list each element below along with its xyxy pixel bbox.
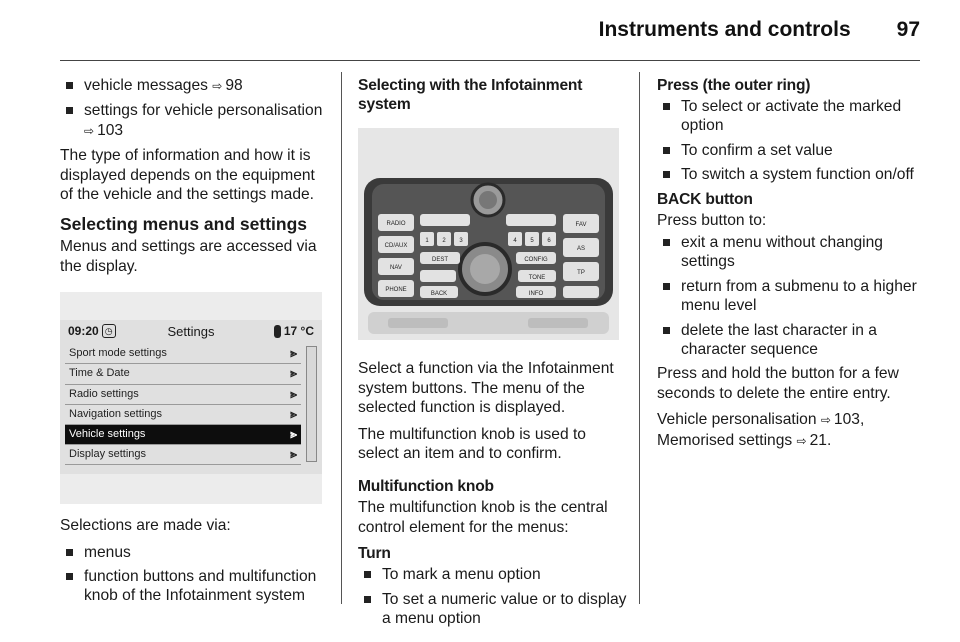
button-label: NAV — [390, 265, 402, 271]
column-divider-2 — [639, 72, 640, 604]
button-label: AS — [576, 246, 586, 252]
list-item: settings for vehicle personalisation ⇨ 103 — [66, 101, 330, 141]
settings-menu-list — [65, 344, 301, 465]
button-label: CONFIG — [524, 257, 548, 263]
paragraph: Press button to: — [657, 211, 767, 229]
number-key-label: 6 — [547, 238, 551, 244]
page-ref: ⇨ 21. — [797, 432, 832, 449]
paragraph: Selections are made via: — [60, 517, 231, 535]
chevron-right-icon: ⪢ — [290, 386, 297, 401]
column-3 — [657, 76, 922, 458]
vent — [528, 318, 588, 328]
button-label: RADIO — [386, 221, 406, 227]
chevron-right-icon: ⪢ — [290, 366, 297, 381]
settings-screen — [60, 320, 322, 474]
number-key-label: 1 — [425, 238, 429, 244]
section-heading: Selecting menus and settings — [60, 214, 307, 235]
paragraph: The multifunction knob is the central control element for the menus: — [358, 499, 608, 536]
list-item: return from a submenu to a higher menu level — [663, 277, 922, 316]
seek-forward-button — [506, 214, 556, 226]
clock-icon: ◷ — [102, 324, 116, 338]
menu-item[interactable]: Sport mode settings ⪢ — [65, 344, 301, 364]
header-title: Instruments and controls — [598, 18, 851, 41]
menu-item[interactable]: Radio settings ⪢ — [65, 385, 301, 405]
menu-item-selected[interactable]: Vehicle settings ⪢ — [65, 425, 301, 445]
paragraph: Select a function via the Infotainment system buttons. The menu of the selected function is displayed. — [358, 360, 614, 417]
chevron-right-icon: ⪢ — [290, 427, 297, 441]
button-label: FAV — [575, 222, 587, 228]
column-2 — [358, 76, 628, 633]
menu-scrollbar[interactable] — [306, 346, 317, 462]
list-item: delete the last character in a character sequence — [663, 321, 922, 360]
number-key-label: 2 — [442, 238, 446, 244]
list-item: To switch a system function on/off — [663, 165, 922, 184]
header-rule — [60, 60, 920, 61]
sub-heading: Multifunction knob — [358, 478, 494, 496]
infotainment-panel-image — [358, 128, 619, 340]
chevron-right-icon: ⪢ — [290, 447, 297, 462]
list-item: function buttons and multifunction knob of the Infotainment system — [66, 567, 330, 606]
panel-button — [420, 270, 456, 282]
chevron-right-icon: ⪢ — [290, 406, 297, 421]
paragraph: Press and hold the button for a few seconds to delete the entire entry. — [657, 365, 899, 402]
screen-title: Settings — [167, 323, 215, 339]
paragraph: The type of information and how it is displayed depends on the equipment of the vehicle and the settings made. — [60, 147, 315, 204]
menu-item[interactable]: Navigation settings ⪢ — [65, 405, 301, 425]
list-item: To mark a menu option — [364, 565, 628, 584]
vent — [388, 318, 448, 328]
panel-button — [563, 286, 599, 298]
column-divider-1 — [341, 72, 342, 604]
button-label: CD/AUX — [384, 243, 408, 249]
display-screenshot — [60, 292, 322, 504]
list-item: To set a numeric value or to display a menu option — [364, 590, 628, 629]
paragraph: The multifunction knob is used to select an item and to confirm. — [358, 425, 586, 463]
button-label: PHONE — [385, 287, 407, 293]
list-item: exit a menu without changing settings — [663, 233, 922, 272]
page-header — [0, 18, 920, 42]
menu-item[interactable]: Time & Date ⪢ — [65, 364, 301, 384]
sub-heading: Turn — [358, 545, 391, 563]
button-label: BACK — [430, 291, 448, 297]
page-ref: ⇨ 103 — [84, 122, 123, 139]
sub-heading: Press (the outer ring) — [657, 77, 811, 94]
power-knob-center — [479, 191, 497, 209]
button-label: DEST — [431, 257, 449, 263]
button-label: TP — [577, 270, 585, 276]
list-item: To select or activate the marked option — [663, 97, 922, 136]
list-item: menus — [66, 543, 330, 562]
seek-back-button — [420, 214, 470, 226]
number-key-label: 3 — [459, 238, 463, 244]
button-label: INFO — [528, 291, 544, 297]
list-item: To confirm a set value — [663, 141, 922, 160]
page-number: 97 — [896, 18, 920, 41]
screen-time: 09:20 — [68, 323, 99, 338]
multifunction-knob-center — [470, 254, 500, 284]
column-1 — [60, 76, 330, 611]
section-heading: Selecting with the Infotainment system — [358, 77, 583, 113]
list-item: vehicle messages ⇨ 98 — [66, 76, 330, 96]
screen-status-bar — [60, 320, 322, 342]
button-label: TONE — [528, 275, 546, 281]
sub-heading: BACK button — [657, 190, 753, 208]
screen-temperature: 17 °C — [274, 322, 314, 341]
paragraph: Menus and settings are accessed via the display. — [60, 238, 317, 275]
number-key-label: 5 — [530, 238, 534, 244]
page-ref: ⇨ 98 — [212, 77, 242, 94]
cross-references: Vehicle personalisation ⇨ 103, Memorised settings ⇨ 21. — [657, 410, 922, 451]
menu-item[interactable]: Display settings ⪢ — [65, 445, 301, 465]
page-ref: ⇨ 103, — [821, 411, 864, 428]
chevron-right-icon: ⪢ — [290, 346, 297, 361]
number-key-label: 4 — [513, 238, 517, 244]
